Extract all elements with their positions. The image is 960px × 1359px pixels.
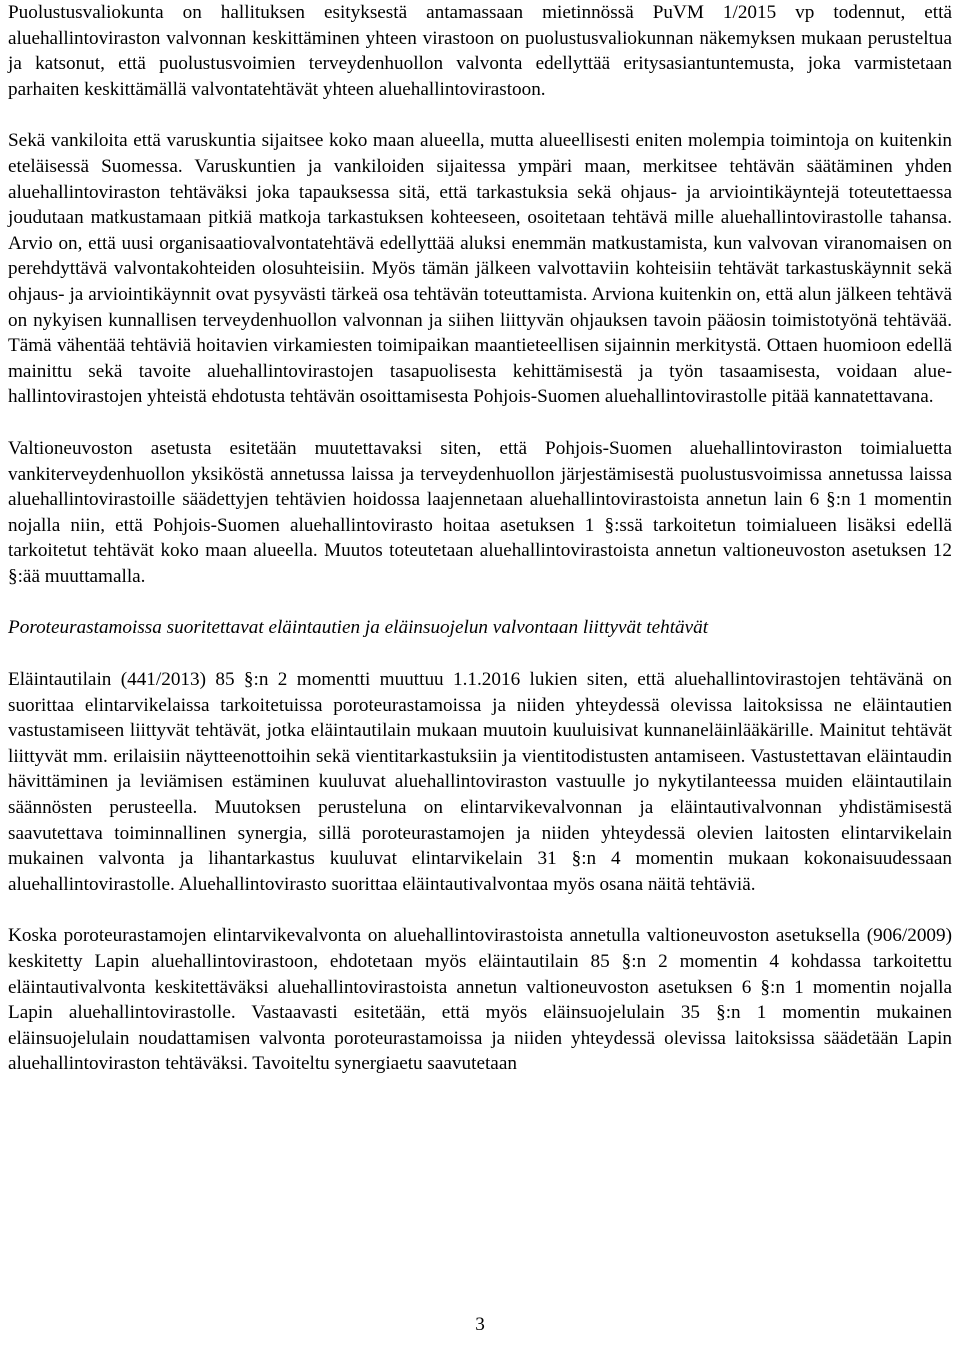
page-number: 3 bbox=[475, 1314, 485, 1335]
paragraph-defence-committee: Puolustusvaliokunta on hallituksen esityksestä antamassaan mietinnössä PuVM 1/2015 vp todennut, että aluehallintoviraston valvonnan keskittäminen yhteen virastoon on puolustusvaliokunnan näkemyksen mukaan perusteltua ja katsonut, että puolustusvoimien terveydenhuollon valvonta edellyttää eritysasiantuntemusta, joka varmistetaan parhaiten keskittämällä valvontatehtävät yhteen aluehallintovirastoon. bbox=[8, 2, 952, 100]
paragraph-spacer bbox=[8, 410, 952, 436]
paragraph-animal-disease-act: Eläintautilain (441/2013) 85 §:n 2 momentti muuttuu 1.1.2016 lukien siten, että aluehallintovirastojen tehtävänä on suorittaa elintarvikelaissa tarkoitetuissa poroteurastamoissa ja niiden yhteydessä olevissa laitoksissa ne eläintautien vastustamiseen liittyvät tehtävät, jotka eläintautilain mukaan muutoin kuuluisivat kunnaneläinlääkärille. Mainitut tehtävät liittyvät mm. erilaisiin näytteenottoihin sekä vientitarkastuksiin ja vientitodistusten antamiseen. Vastustettavan eläintaudin hävittäminen ja leviämisen estäminen kuuluvat aluehallintoviraston vastuulle jo nykytilanteessa muiden eläintautilain säännösten perusteella. Muutoksen perusteluna on elintarvikevalvonnan ja eläintautivalvonnan yhdistämisestä saavutettava toiminnallinen synergia, sillä poroteurastamojen ja niiden yhteydessä olevien laitosten elintarvikelain mukainen valvonta ja lihantarkastus kuuluvat elintarvikelain 31 §:n 4 momentin mukaan kokonaisuudessaan aluehallintovirastolle. Aluehallintovirasto suorittaa eläintautivalvontaa myös osana näitä tehtäviä. bbox=[8, 669, 952, 895]
paragraph-spacer bbox=[8, 102, 952, 128]
paragraph-spacer bbox=[8, 589, 952, 615]
paragraph-reindeer-slaughterhouses: Koska poroteurastamojen elintarvikevalvonta on aluehallintovirastoista annetulla valtioneuvoston asetuksella (906/2009) keskitetty Lapin aluehallintovirastoon, ehdotetaan myös eläintautilain 85 §:n 2 momentin 4 kohdassa tarkoitettu eläintautivalvonta keskitettäväksi aluehallintovirastoista annetun valtioneuvoston asetuksen 6 §:n 1 momentin nojalla Lapin aluehallintovirastolle. Vastaavasti esitetään, että myös eläinsuojelulain 35 §:n 1 momentin mukainen eläinsuojelulain noudattamisen valvonta poroteurastamoissa ja niiden yhteydessä olevissa laitoksissa säädetään Lapin aluehallintoviraston tehtäväksi. Tavoiteltu synergiaetu saavutetaan bbox=[8, 925, 952, 1075]
paragraph-spacer bbox=[8, 641, 952, 667]
paragraph-prisons-garrisons: Sekä vankiloita että varuskuntia sijaitsee koko maan alueella, mutta alueellisesti eniten molempia toimintoja on kuitenkin eteläisessä Suomessa. Varuskuntien ja vankiloiden sijaitessa ympäri maan, merkitsee tehtävän säätäminen yhden aluehallintoviraston tehtäväksi joka tapauksessa sitä, että tarkastuksia sekä ohjaus- ja arviointikäyntejä toteutettaessa joudutaan matkustamaan pitkiä matkoja tarkastuksen kohteeseen, osoitetaan tehtävä mille aluehallintovirastolle tahansa. Arvio on, että uusi organisaatiovalvontatehtävä edellyttää aluksi enemmän matkustamista, kun valvovan viranomaisen on perehdyttävä valvontakohteiden olosuhteisiin. Myös tämän jälkeen valvottaviin kohteisiin tehtävät tarkastuskäynnit sekä ohjaus- ja arviointikäynnit ovat pysyvästi tärkeä osa tehtävän toteuttamista. Arviona kuitenkin on, että alun jälkeen tehtävä on nykyisen kunnallisen terveydenhuollon valvonnan ja siihen liittyvän ohjauksen tavoin pääosin toimistotyönä tehtävää. Tämä vähentää tehtäviä hoitavien virkamiesten toimipaikan maantieteellisen sijainnin merkitystä. Ottaen huomioon edellä mainittu sekä tavoite aluehallintovirastojen tasapuolisesta kehittämisestä ja työn tasaamisesta, voidaan aluehallintovirastojen yhteistä ehdotusta tehtävän osoittamisesta Pohjois-Suomen aluehallintovirastolle pitää kannatettavana. bbox=[8, 130, 952, 408]
document-page bbox=[8, 0, 952, 1077]
section-heading: Poroteurastamoissa suoritettavat eläintautien ja eläinsuojelun valvontaan liittyvät tehtävät bbox=[8, 617, 709, 639]
paragraph-government-decree: Valtioneuvoston asetusta esitetään muutettavaksi siten, että Pohjois-Suomen aluehallintoviraston toimialuetta vankiterveydenhuollon yksiköstä annetussa laissa ja terveydenhuollon järjestämisestä puolustusvoimissa annetussa laissa aluehallintovirastoille säädettyjen tehtävien hoidossa laajennetaan aluehallintovirastoista annetun lain 6 §:n 1 momentin nojalla niin, että Pohjois-Suomen aluehallintovirasto hoitaa asetuksen 1 §:ssä tarkoitetun toimialueen lisäksi edellä tarkoitetut tehtävät koko maan alueella. Muutos toteutetaan aluehallintovirastoista annetun valtioneuvoston asetuksen 12 §:ää muuttamalla. bbox=[8, 437, 952, 587]
paragraph-spacer bbox=[8, 897, 952, 923]
